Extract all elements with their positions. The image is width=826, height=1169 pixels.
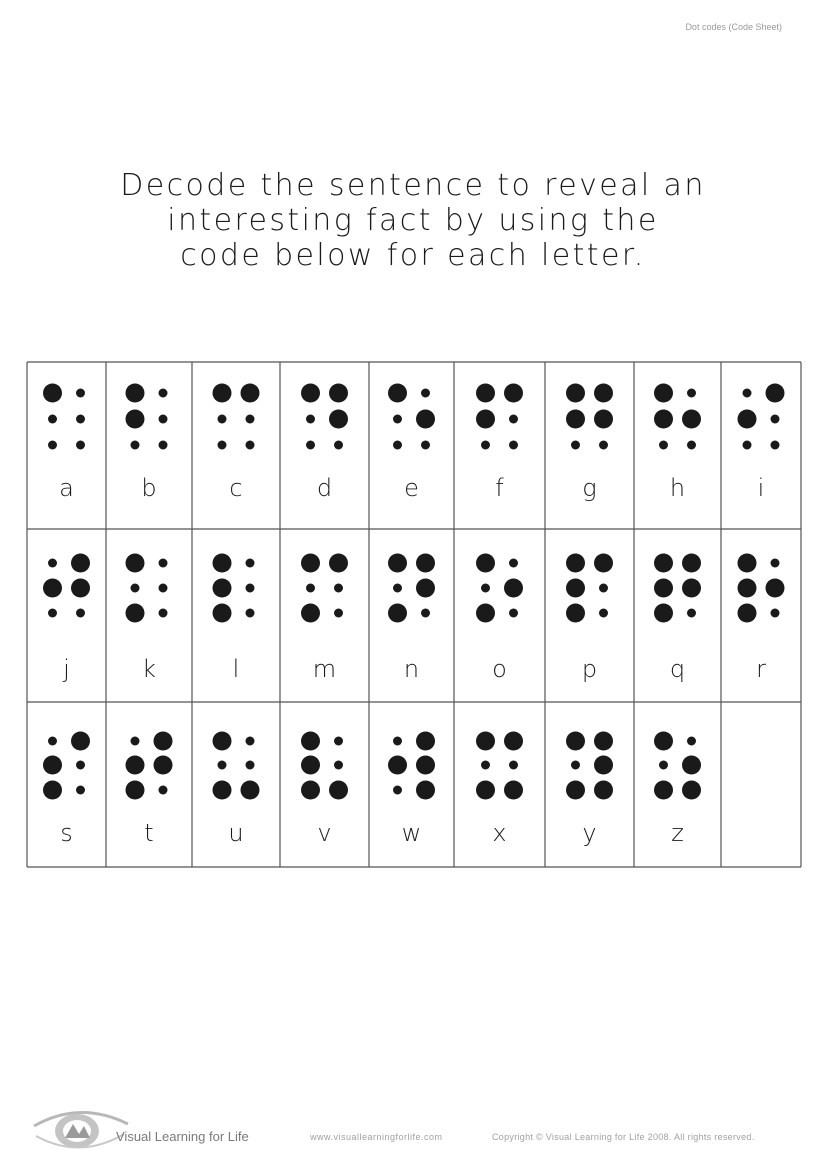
raised-dot: [566, 579, 585, 598]
flat-dot: [48, 415, 57, 424]
flat-dot: [159, 559, 168, 568]
cell-letter: h: [669, 474, 686, 502]
raised-dot: [654, 554, 673, 573]
raised-dot: [126, 604, 145, 623]
raised-dot: [301, 554, 320, 573]
flat-dot: [481, 441, 490, 450]
code-cell-t: [126, 732, 173, 848]
raised-dot: [416, 732, 435, 751]
code-cell-j: [43, 554, 90, 684]
flat-dot: [334, 761, 343, 770]
flat-dot: [246, 737, 255, 746]
raised-dot: [388, 384, 407, 403]
cell-letter: t: [144, 819, 154, 847]
cell-letter: d: [316, 474, 333, 502]
raised-dot: [654, 384, 673, 403]
flat-dot: [159, 584, 168, 593]
raised-dot: [388, 756, 407, 775]
flat-dot: [334, 609, 343, 618]
raised-dot: [329, 781, 348, 800]
raised-dot: [329, 384, 348, 403]
flat-dot: [509, 415, 518, 424]
cell-letter: i: [757, 474, 765, 502]
raised-dot: [654, 781, 673, 800]
flat-dot: [159, 389, 168, 398]
raised-dot: [154, 732, 173, 751]
raised-dot: [71, 554, 90, 573]
raised-dot: [43, 781, 62, 800]
flat-dot: [659, 761, 668, 770]
raised-dot: [416, 781, 435, 800]
raised-dot: [388, 604, 407, 623]
footer-copyright: Copyright © Visual Learning for Life 2008. All rights reserved.: [492, 1132, 755, 1142]
code-cell-z: [654, 732, 701, 848]
flat-dot: [131, 737, 140, 746]
flat-dot: [131, 441, 140, 450]
raised-dot: [504, 732, 523, 751]
raised-dot: [301, 732, 320, 751]
raised-dot: [738, 579, 757, 598]
raised-dot: [566, 410, 585, 429]
raised-dot: [126, 384, 145, 403]
raised-dot: [504, 781, 523, 800]
raised-dot: [682, 781, 701, 800]
code-cell-a: [43, 384, 85, 503]
raised-dot: [388, 554, 407, 573]
code-cell-w: [388, 732, 435, 848]
raised-dot: [416, 579, 435, 598]
raised-dot: [476, 410, 495, 429]
raised-dot: [416, 554, 435, 573]
flat-dot: [599, 584, 608, 593]
footer-url[interactable]: www.visuallearningforlife.com: [310, 1132, 443, 1142]
flat-dot: [571, 441, 580, 450]
code-cell-f: [476, 384, 523, 503]
flat-dot: [687, 441, 696, 450]
raised-dot: [43, 579, 62, 598]
flat-dot: [599, 609, 608, 618]
raised-dot: [43, 384, 62, 403]
flat-dot: [509, 609, 518, 618]
raised-dot: [654, 579, 673, 598]
footer-brand: Visual Learning for Life: [116, 1129, 249, 1144]
cell-letter: x: [492, 819, 507, 847]
flat-dot: [159, 609, 168, 618]
flat-dot: [334, 441, 343, 450]
raised-dot: [654, 732, 673, 751]
flat-dot: [393, 584, 402, 593]
flat-dot: [771, 415, 780, 424]
raised-dot: [329, 410, 348, 429]
code-cell-g: [566, 384, 613, 503]
code-cell-n: [388, 554, 435, 684]
raised-dot: [213, 604, 232, 623]
raised-dot: [71, 579, 90, 598]
cell-letter: g: [582, 474, 597, 502]
raised-dot: [476, 554, 495, 573]
raised-dot: [654, 604, 673, 623]
raised-dot: [766, 384, 785, 403]
raised-dot: [594, 384, 613, 403]
flat-dot: [246, 584, 255, 593]
flat-dot: [334, 737, 343, 746]
code-cell-b: [126, 384, 168, 503]
code-cell-l: [213, 554, 255, 684]
code-cell-p: [566, 554, 613, 684]
flat-dot: [421, 441, 430, 450]
flat-dot: [48, 441, 57, 450]
raised-dot: [766, 579, 785, 598]
raised-dot: [476, 604, 495, 623]
cell-letter: v: [317, 819, 332, 847]
raised-dot: [594, 756, 613, 775]
raised-dot: [154, 756, 173, 775]
flat-dot: [76, 786, 85, 795]
code-cell-k: [126, 554, 168, 684]
raised-dot: [682, 554, 701, 573]
raised-dot: [416, 756, 435, 775]
instruction-line: code below for each letter.: [180, 238, 646, 273]
flat-dot: [48, 609, 57, 618]
raised-dot: [476, 384, 495, 403]
cell-letter: s: [60, 819, 73, 847]
code-cell-m: [301, 554, 348, 684]
flat-dot: [159, 441, 168, 450]
code-cell-q: [654, 554, 701, 684]
cell-letter: p: [581, 655, 598, 683]
flat-dot: [743, 441, 752, 450]
instruction-line: Decode the sentence to reveal an: [120, 168, 706, 203]
flat-dot: [246, 609, 255, 618]
raised-dot: [738, 554, 757, 573]
raised-dot: [213, 554, 232, 573]
flat-dot: [218, 441, 227, 450]
flat-dot: [509, 761, 518, 770]
code-cell-e: [388, 384, 435, 503]
code-cell-o: [476, 554, 523, 684]
raised-dot: [213, 781, 232, 800]
code-cell-r: [738, 554, 785, 684]
raised-dot: [301, 604, 320, 623]
raised-dot: [566, 604, 585, 623]
flat-dot: [393, 737, 402, 746]
flat-dot: [481, 584, 490, 593]
cell-letter: l: [232, 655, 240, 683]
flat-dot: [246, 761, 255, 770]
flat-dot: [393, 786, 402, 795]
flat-dot: [306, 415, 315, 424]
code-cell-i: [738, 384, 785, 503]
code-cell-x: [476, 732, 523, 848]
cell-letter: w: [401, 819, 422, 847]
raised-dot: [594, 732, 613, 751]
raised-dot: [594, 410, 613, 429]
flat-dot: [306, 584, 315, 593]
flat-dot: [218, 761, 227, 770]
raised-dot: [126, 410, 145, 429]
flat-dot: [687, 737, 696, 746]
flat-dot: [76, 415, 85, 424]
cell-letter: e: [404, 474, 419, 502]
raised-dot: [682, 579, 701, 598]
flat-dot: [131, 584, 140, 593]
raised-dot: [566, 384, 585, 403]
raised-dot: [654, 410, 673, 429]
raised-dot: [682, 410, 701, 429]
code-cell-u: [213, 732, 260, 848]
raised-dot: [301, 756, 320, 775]
code-cell-d: [301, 384, 348, 503]
cell-letter: f: [495, 474, 504, 502]
raised-dot: [241, 781, 260, 800]
flat-dot: [771, 559, 780, 568]
flat-dot: [76, 389, 85, 398]
raised-dot: [126, 756, 145, 775]
raised-dot: [126, 554, 145, 573]
code-cell-v: [301, 732, 348, 848]
flat-dot: [687, 389, 696, 398]
flat-dot: [76, 441, 85, 450]
flat-dot: [509, 559, 518, 568]
raised-dot: [213, 732, 232, 751]
cell-letter: m: [312, 655, 337, 683]
cell-letter: k: [142, 655, 156, 683]
header-label: Dot codes (Code Sheet): [685, 22, 782, 32]
cell-letter: b: [141, 474, 157, 502]
cell-letter: q: [669, 655, 686, 683]
flat-dot: [571, 761, 580, 770]
flat-dot: [659, 441, 668, 450]
code-cell-s: [43, 732, 90, 848]
flat-dot: [76, 609, 85, 618]
raised-dot: [738, 604, 757, 623]
flat-dot: [421, 389, 430, 398]
raised-dot: [682, 756, 701, 775]
flat-dot: [246, 559, 255, 568]
flat-dot: [334, 584, 343, 593]
flat-dot: [509, 441, 518, 450]
raised-dot: [566, 554, 585, 573]
flat-dot: [481, 761, 490, 770]
raised-dot: [213, 384, 232, 403]
flat-dot: [306, 441, 315, 450]
cell-letter: r: [756, 655, 766, 683]
cell-letter: c: [229, 474, 243, 502]
flat-dot: [771, 441, 780, 450]
flat-dot: [599, 441, 608, 450]
flat-dot: [393, 441, 402, 450]
flat-dot: [159, 786, 168, 795]
cell-letter: y: [582, 819, 597, 847]
cell-letter: n: [403, 655, 420, 683]
raised-dot: [504, 579, 523, 598]
raised-dot: [213, 579, 232, 598]
flat-dot: [421, 609, 430, 618]
flat-dot: [246, 415, 255, 424]
raised-dot: [301, 384, 320, 403]
cell-letter: z: [671, 819, 684, 847]
raised-dot: [566, 732, 585, 751]
flat-dot: [771, 609, 780, 618]
flat-dot: [687, 609, 696, 618]
raised-dot: [476, 732, 495, 751]
raised-dot: [301, 781, 320, 800]
raised-dot: [566, 781, 585, 800]
flat-dot: [48, 737, 57, 746]
raised-dot: [126, 781, 145, 800]
flat-dot: [743, 389, 752, 398]
raised-dot: [594, 554, 613, 573]
code-cell-y: [566, 732, 613, 848]
raised-dot: [476, 781, 495, 800]
cell-letter: j: [63, 655, 70, 683]
raised-dot: [71, 732, 90, 751]
instruction-line: interesting fact by using the: [167, 203, 659, 238]
raised-dot: [738, 410, 757, 429]
flat-dot: [159, 415, 168, 424]
code-cell-c: [213, 384, 260, 503]
flat-dot: [393, 415, 402, 424]
raised-dot: [504, 384, 523, 403]
flat-dot: [246, 441, 255, 450]
flat-dot: [48, 559, 57, 568]
flat-dot: [218, 415, 227, 424]
raised-dot: [594, 781, 613, 800]
flat-dot: [76, 761, 85, 770]
code-cell-h: [654, 384, 701, 503]
cell-letter: u: [228, 819, 244, 847]
raised-dot: [416, 410, 435, 429]
cell-letter: o: [492, 655, 507, 683]
raised-dot: [43, 756, 62, 775]
raised-dot: [329, 554, 348, 573]
cell-letter: a: [59, 474, 74, 502]
raised-dot: [241, 384, 260, 403]
